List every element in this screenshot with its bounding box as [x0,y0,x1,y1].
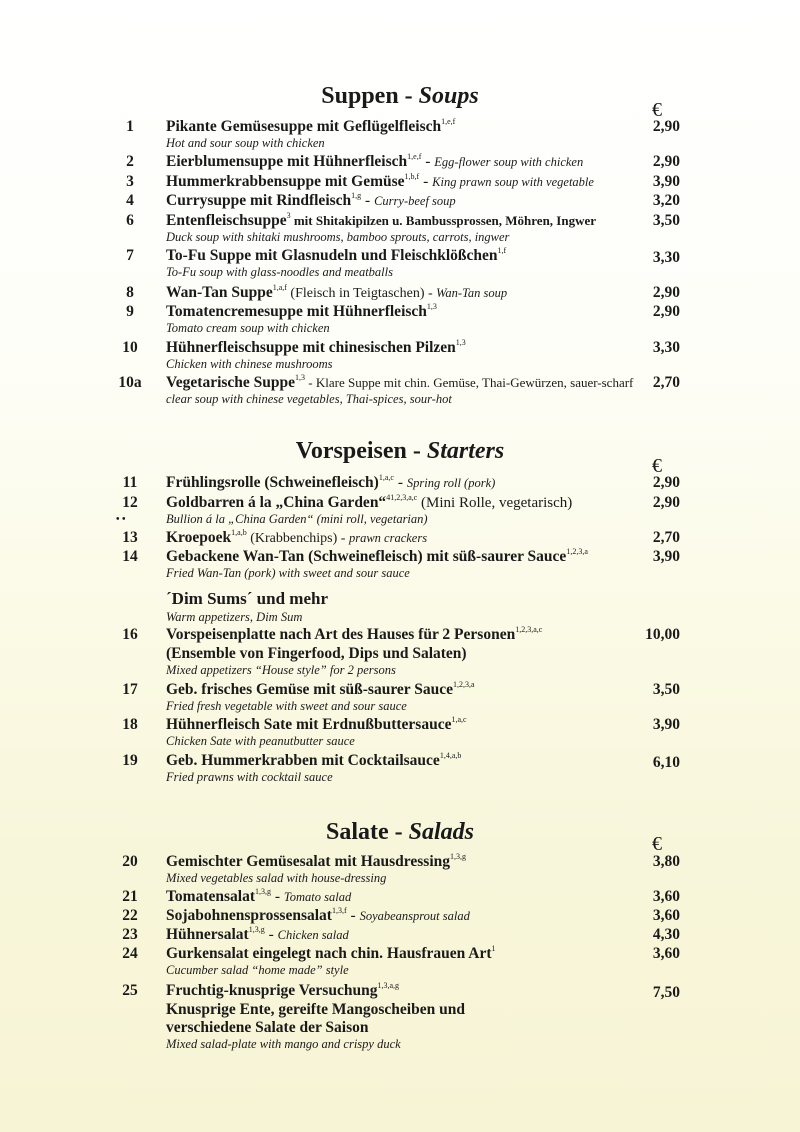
item-price: 3,90 [652,173,680,190]
item-number: 23 [122,926,138,943]
item-name: Tomatensalat$^{1,3,g}$ - Tomato salad [166,887,352,905]
item-price: 3,50 [652,212,680,229]
item-price: 2,70 [652,374,680,391]
item-price: 10,00 [645,626,680,643]
decorative-marks: • • [116,514,126,525]
item-name: Geb. Hummerkrabben mit Cocktailsauce$^{1,4,a,b}$ [166,751,462,769]
item-name: To-Fu Suppe mit Glasnudeln und Fleischklößchen$^{1,f}$ [166,246,507,264]
item-english: Fried fresh vegetable with sweet and sour sauce [166,699,407,713]
item-name: Hummerkrabbensuppe mit Gemüse$^{1,b,f}$ - King prawn soup with vegetable [166,172,594,190]
item-english: Duck soup with shitaki mushrooms, bamboo sprouts, carrots, ingwer [166,230,510,244]
item-name: Hühnerfleischsuppe mit chinesischen Pilzen$^{1,3}$ [166,338,466,356]
item-name: Vorspeisenplatte nach Art des Hauses für 2 Personen$^{1,2,3,a,c}$ [166,625,543,643]
item-price: 3,90 [652,716,680,733]
item-name: Goldbarren á la „China Garden“$^{41,2,3,a,c}$ (Mini Rolle, vegetarisch) [166,493,573,511]
item-name: Wan-Tan Suppe$^{1,a,f}$ (Fleisch in Teigtaschen) - Wan-Tan soup [166,283,508,301]
item-number: 11 [122,474,138,491]
item-name: Sojabohnensprossensalat$^{1,3,f}$ - Soyabeansprout salad [166,906,470,924]
item-name: Hühnersalat$^{1,3,g}$ - Chicken salad [166,925,349,943]
item-name-line2: (Ensemble von Fingerfood, Dips und Salaten) [166,645,467,662]
soups-title-en: Soups [418,83,479,109]
item-number: 17 [122,681,138,698]
soups-title [0,82,800,110]
dimsum-title: ´Dim Sums´ und mehr [166,589,328,608]
dimsum-subtitle: Warm appetizers, Dim Sum [166,610,303,624]
starters-currency: € [652,455,662,477]
item-name: Geb. frisches Gemüse mit süß-saurer Sauce$^{1,2,3,a}$ [166,680,475,698]
item-price: 3,80 [652,853,680,870]
item-english: Fried Wan-Tan (pork) with sweet and sour sauce [166,566,410,580]
item-price: 2,90 [652,118,680,135]
item-number: 8 [126,284,134,301]
item-english: Chicken Sate with peanutbutter sauce [166,734,355,748]
item-english: Hot and sour soup with chicken [166,136,325,150]
item-number: 19 [122,752,138,769]
salads-title-de: Salate - [325,819,409,845]
item-name: Frühlingsrolle (Schweinefleisch)$^{1,a,c}$ - Spring roll (pork) [166,473,496,491]
item-price: 3,30 [652,249,680,266]
item-price: 4,30 [652,926,680,943]
item-name: Gemischter Gemüsesalat mit Hausdressing$^{1,3,g}$ [166,852,467,870]
starters-title-de: Vorspeisen - [295,438,427,464]
item-number: 2 [126,153,134,170]
item-number: 10 [122,339,138,356]
salads-title [0,818,800,846]
item-english: Cucumber salad “home made” style [166,963,349,977]
item-number: 7 [126,247,134,264]
item-name: Eierblumensuppe mit Hühnerfleisch$^{1,e,f}$ - Egg-flower soup with chicken [166,152,584,170]
item-price: 3,60 [652,945,680,962]
item-number: 1 [126,118,134,135]
starters-title [0,437,800,465]
item-number: 9 [126,303,134,320]
item-name: Vegetarische Suppe$^{1,3}$ - Klare Suppe mit chin. Gemüse, Thai-Gewürzen, sauer-scharf [166,373,634,391]
item-name: Fruchtig-knusprige Versuchung$^{1,3,a,g}$ [166,981,400,999]
item-english: Tomato cream soup with chicken [166,321,330,335]
starters-title-en: Starters [426,438,505,464]
item-name: Tomatencremesuppe mit Hühnerfleisch$^{1,3}$ [166,302,437,320]
item-name: Entenfleischsuppe$^3$ mit Shitakipilzen u. Bambussprossen, Möhren, Ingwer [166,211,597,229]
item-price: 2,70 [652,529,680,546]
item-price: 3,20 [652,192,680,209]
salads-currency: € [652,833,662,855]
item-name-line2: Knusprige Ente, gereifte Mangoscheiben und [166,1001,465,1018]
item-price: 3,60 [652,888,680,905]
item-price: 6,10 [652,754,680,771]
item-number: 16 [122,626,138,643]
item-name: Gebackene Wan-Tan (Schweinefleisch) mit süß-saurer Sauce$^{1,2,3,a}$ [166,547,588,565]
item-price: 2,90 [652,494,680,511]
item-name: Pikante Gemüsesuppe mit Geflügelfleisch$^{1,e,f}$ [166,117,456,135]
item-name: Gurkensalat eingelegt nach chin. Hausfrauen Art$^1$ [166,944,496,962]
item-number: 22 [122,907,138,924]
salads-title-en: Salads [408,819,474,845]
item-english: Mixed salad-plate with mango and crispy duck [166,1037,401,1051]
item-price: 3,60 [652,907,680,924]
item-number: 12 [122,494,138,511]
item-number: 20 [122,853,138,870]
item-number: 6 [126,212,134,229]
item-price: 2,90 [652,474,680,491]
soups-title-de: Suppen - [321,83,419,109]
item-number: 13 [122,529,138,546]
item-name: Hühnerfleisch Sate mit Erdnußbuttersauce$^{1,a,c}$ [166,715,467,733]
item-price: 2,90 [652,284,680,301]
item-number: 18 [122,716,138,733]
item-price: 2,90 [652,303,680,320]
item-number: 3 [126,173,134,190]
item-name: Currysuppe mit Rindfleisch$^{1,g}$ - Curry-beef soup [166,191,456,209]
item-price: 2,90 [652,153,680,170]
item-english: Mixed appetizers “House style” for 2 persons [166,663,396,677]
soups-currency: € [652,99,662,121]
item-number: 25 [122,982,138,999]
item-number: 14 [122,548,138,565]
item-english: clear soup with chinese vegetables, Thai-spices, sour-hot [166,392,452,406]
item-english: Fried prawns with cocktail sauce [166,770,333,784]
item-number: 24 [122,945,138,962]
item-number: 21 [122,888,138,905]
item-english: Mixed vegetables salad with house-dressing [166,871,387,885]
item-english: Bullion á la „China Garden“ (mini roll, vegetarian) [166,512,428,526]
item-price: 3,90 [652,548,680,565]
item-price: 3,30 [652,339,680,356]
item-price: 3,50 [652,681,680,698]
item-number: 10a [118,374,142,391]
item-name-line3: verschiedene Salate der Saison [166,1019,369,1036]
item-english: Chicken with chinese mushrooms [166,357,333,371]
item-english: To-Fu soup with glass-noodles and meatballs [166,265,393,279]
item-number: 4 [126,192,134,209]
item-name: Kroepoek$^{1,a,b}$ (Krabbenchips) - prawn crackers [166,528,428,546]
item-price: 7,50 [652,984,680,1001]
